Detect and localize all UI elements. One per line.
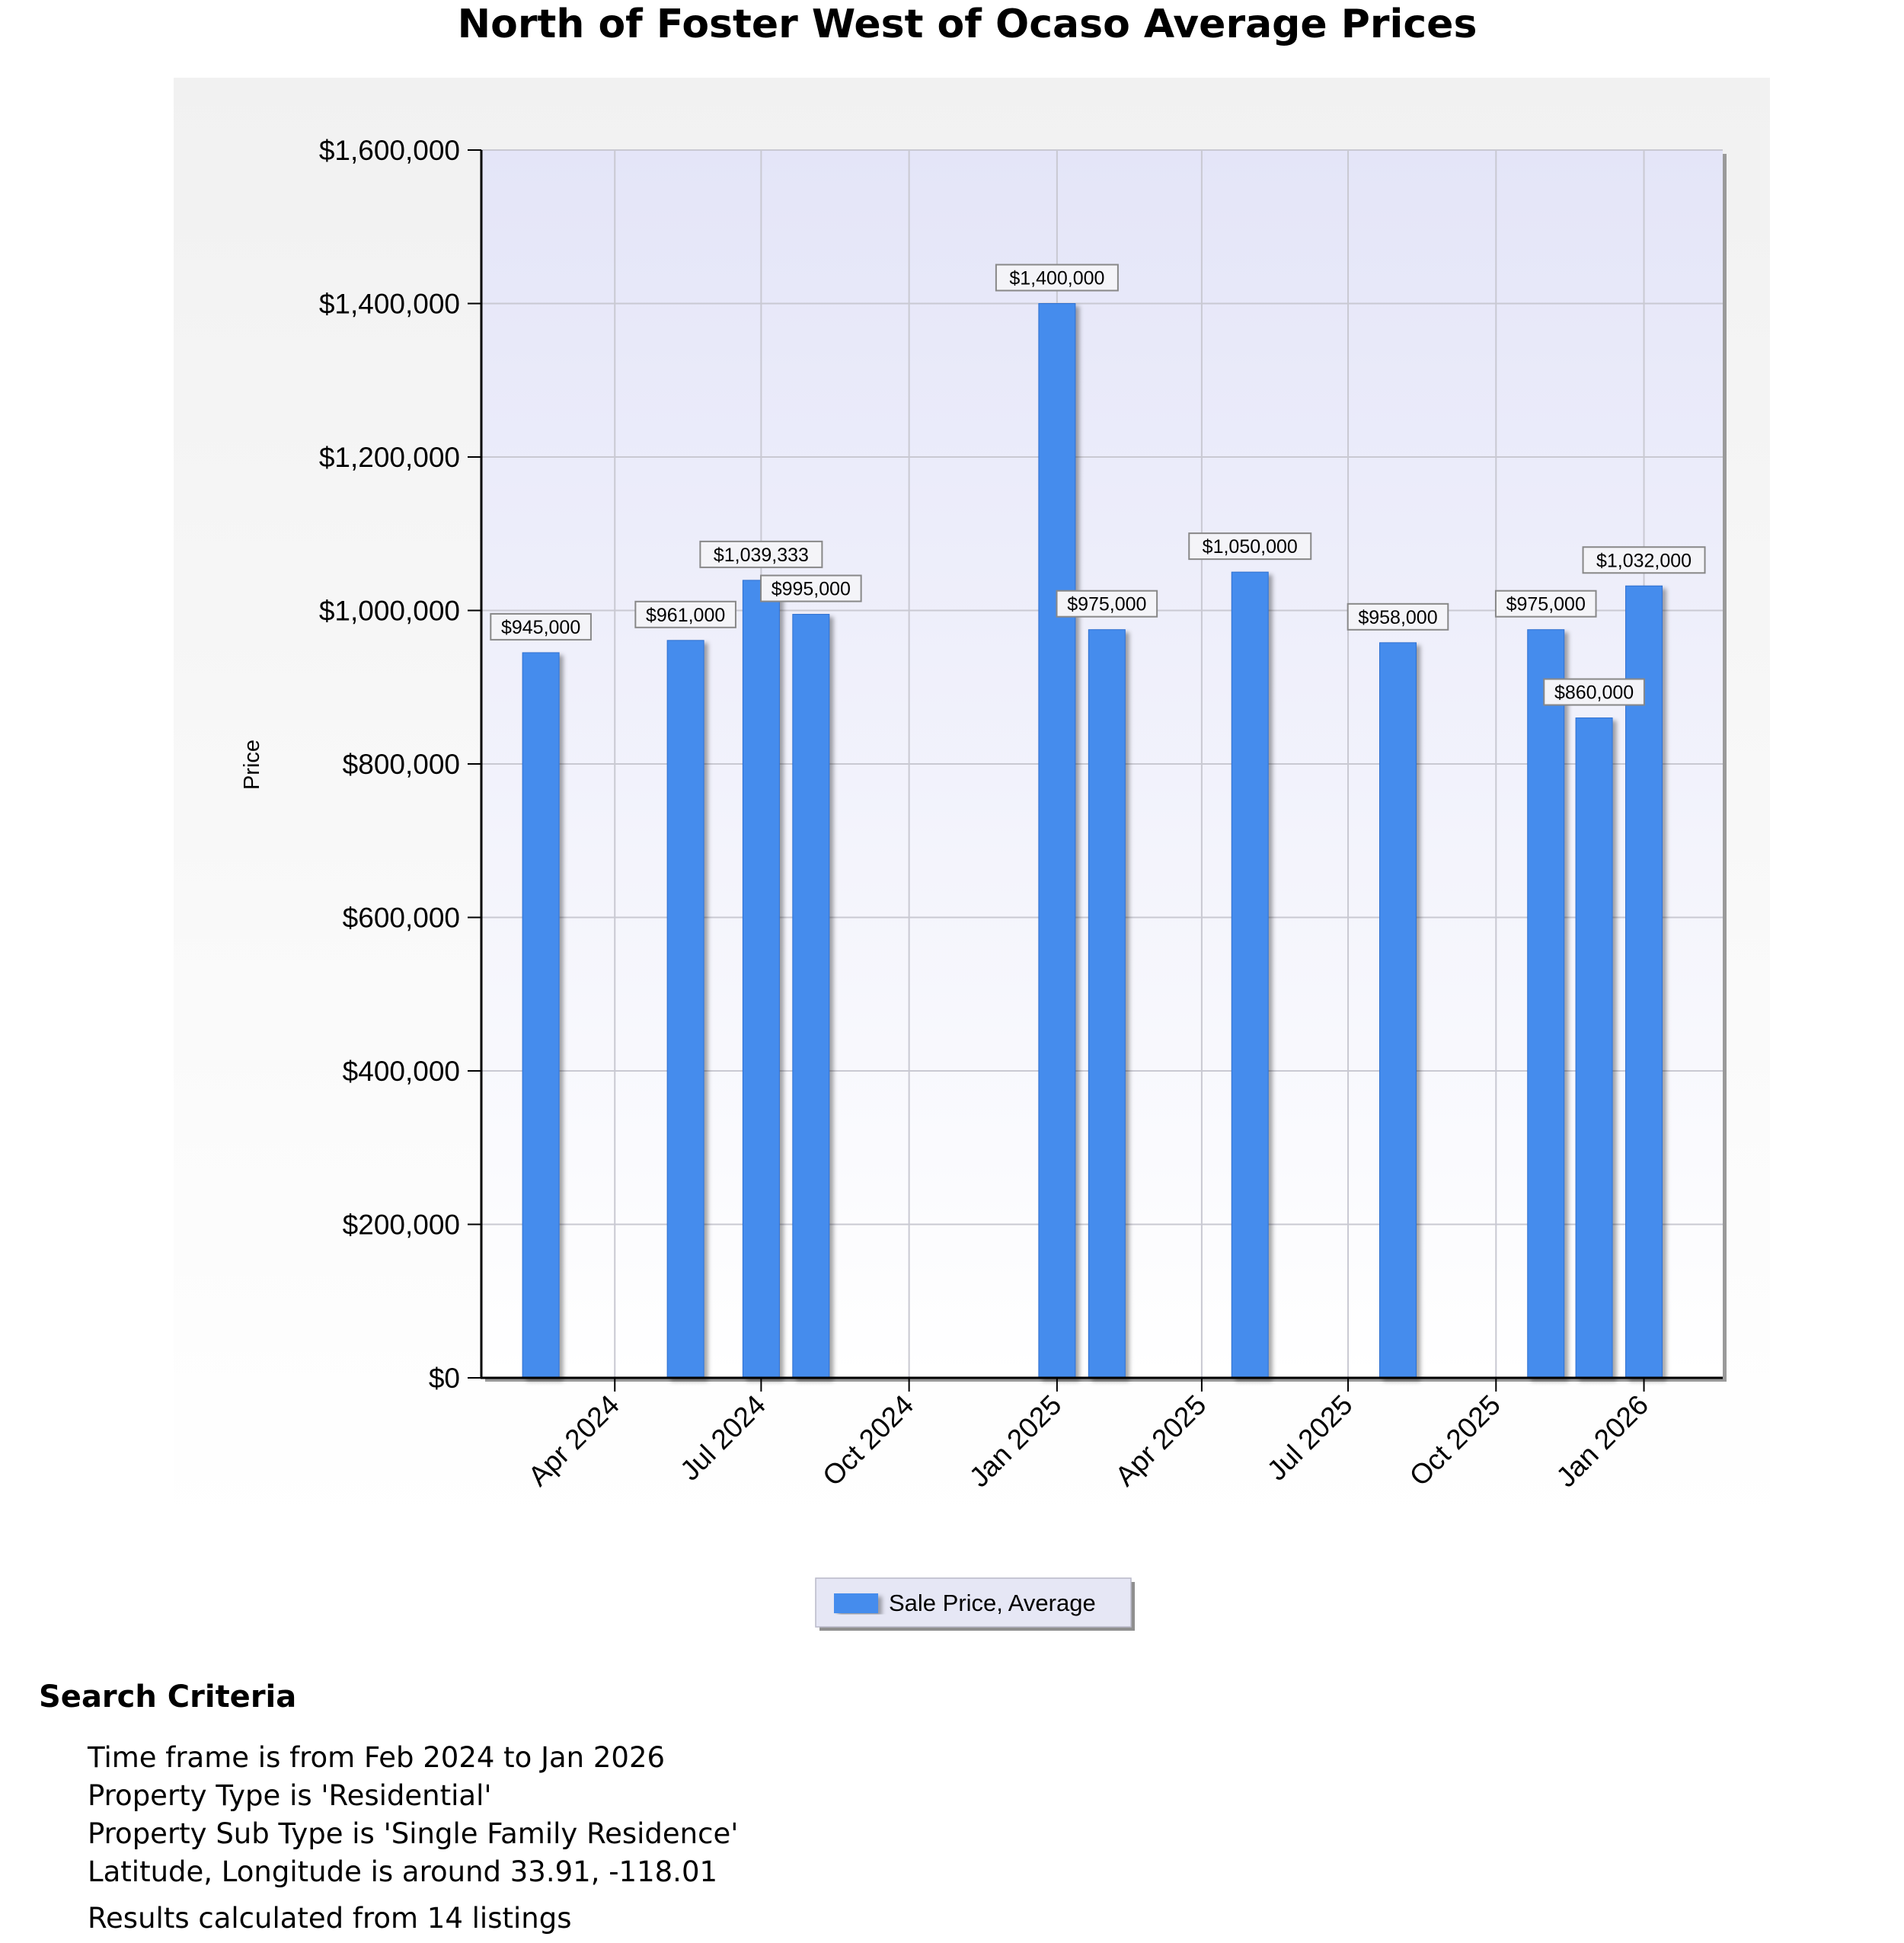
x-tick-label: Oct 2024 (816, 1389, 920, 1492)
x-tick-label: Jul 2024 (674, 1389, 772, 1487)
bar (1039, 304, 1075, 1379)
y-tick-label: $1,200,000 (318, 442, 460, 473)
data-label: $860,000 (1554, 682, 1634, 704)
x-tick-label: Oct 2025 (1403, 1389, 1506, 1492)
bar (667, 641, 704, 1378)
chart-title: North of Foster West of Ocaso Average Prices (457, 2, 1478, 47)
results-count: Results calculated from 14 listings (88, 1902, 572, 1935)
x-tick-label: Apr 2025 (1109, 1389, 1212, 1492)
bar (1576, 718, 1612, 1378)
data-label: $995,000 (771, 578, 851, 600)
data-label: $1,039,333 (713, 544, 809, 566)
bar (1379, 643, 1416, 1378)
y-tick-label: $0 (428, 1363, 460, 1394)
bar (793, 615, 829, 1378)
data-label: $945,000 (500, 616, 581, 638)
bar (1528, 630, 1564, 1378)
data-label: $1,400,000 (1009, 267, 1105, 289)
x-tick-label: Apr 2024 (522, 1389, 625, 1492)
bar (743, 580, 779, 1378)
bar (1232, 572, 1268, 1378)
search-criteria-heading: Search Criteria (39, 1679, 297, 1715)
legend-swatch (834, 1593, 878, 1613)
y-tick-label: $1,000,000 (318, 595, 460, 627)
data-label: $1,050,000 (1202, 536, 1298, 558)
legend-label: Sale Price, Average (889, 1590, 1096, 1616)
search-criteria-lines (88, 1739, 738, 1891)
x-tick-label: Jan 2026 (1550, 1389, 1655, 1494)
bar (1088, 630, 1125, 1378)
y-tick-label: $1,400,000 (318, 288, 460, 320)
data-label: $961,000 (646, 604, 726, 626)
criteria-line: Latitude, Longitude is around 33.91, -118.01 (88, 1855, 718, 1888)
y-tick-label: $400,000 (342, 1056, 460, 1087)
bar (522, 653, 559, 1378)
criteria-line: Property Sub Type is 'Single Family Residence' (88, 1817, 739, 1850)
y-tick-label: $200,000 (342, 1209, 460, 1241)
data-label: $975,000 (1067, 593, 1147, 615)
data-label: $1,032,000 (1596, 550, 1692, 572)
legend (816, 1578, 1135, 1631)
data-label: $975,000 (1506, 593, 1586, 615)
data-label: $958,000 (1358, 606, 1438, 628)
y-axis-label: Price (240, 739, 264, 791)
y-tick-label: $1,600,000 (318, 135, 460, 166)
x-tick-label: Jul 2025 (1260, 1389, 1359, 1487)
criteria-line: Property Type is 'Residential' (88, 1779, 492, 1812)
y-tick-label: $600,000 (342, 902, 460, 934)
x-tick-label: Jan 2025 (963, 1389, 1068, 1494)
criteria-line: Time frame is from Feb 2024 to Jan 2026 (88, 1741, 666, 1774)
search-criteria (39, 1679, 738, 1935)
y-tick-label: $800,000 (342, 749, 460, 780)
